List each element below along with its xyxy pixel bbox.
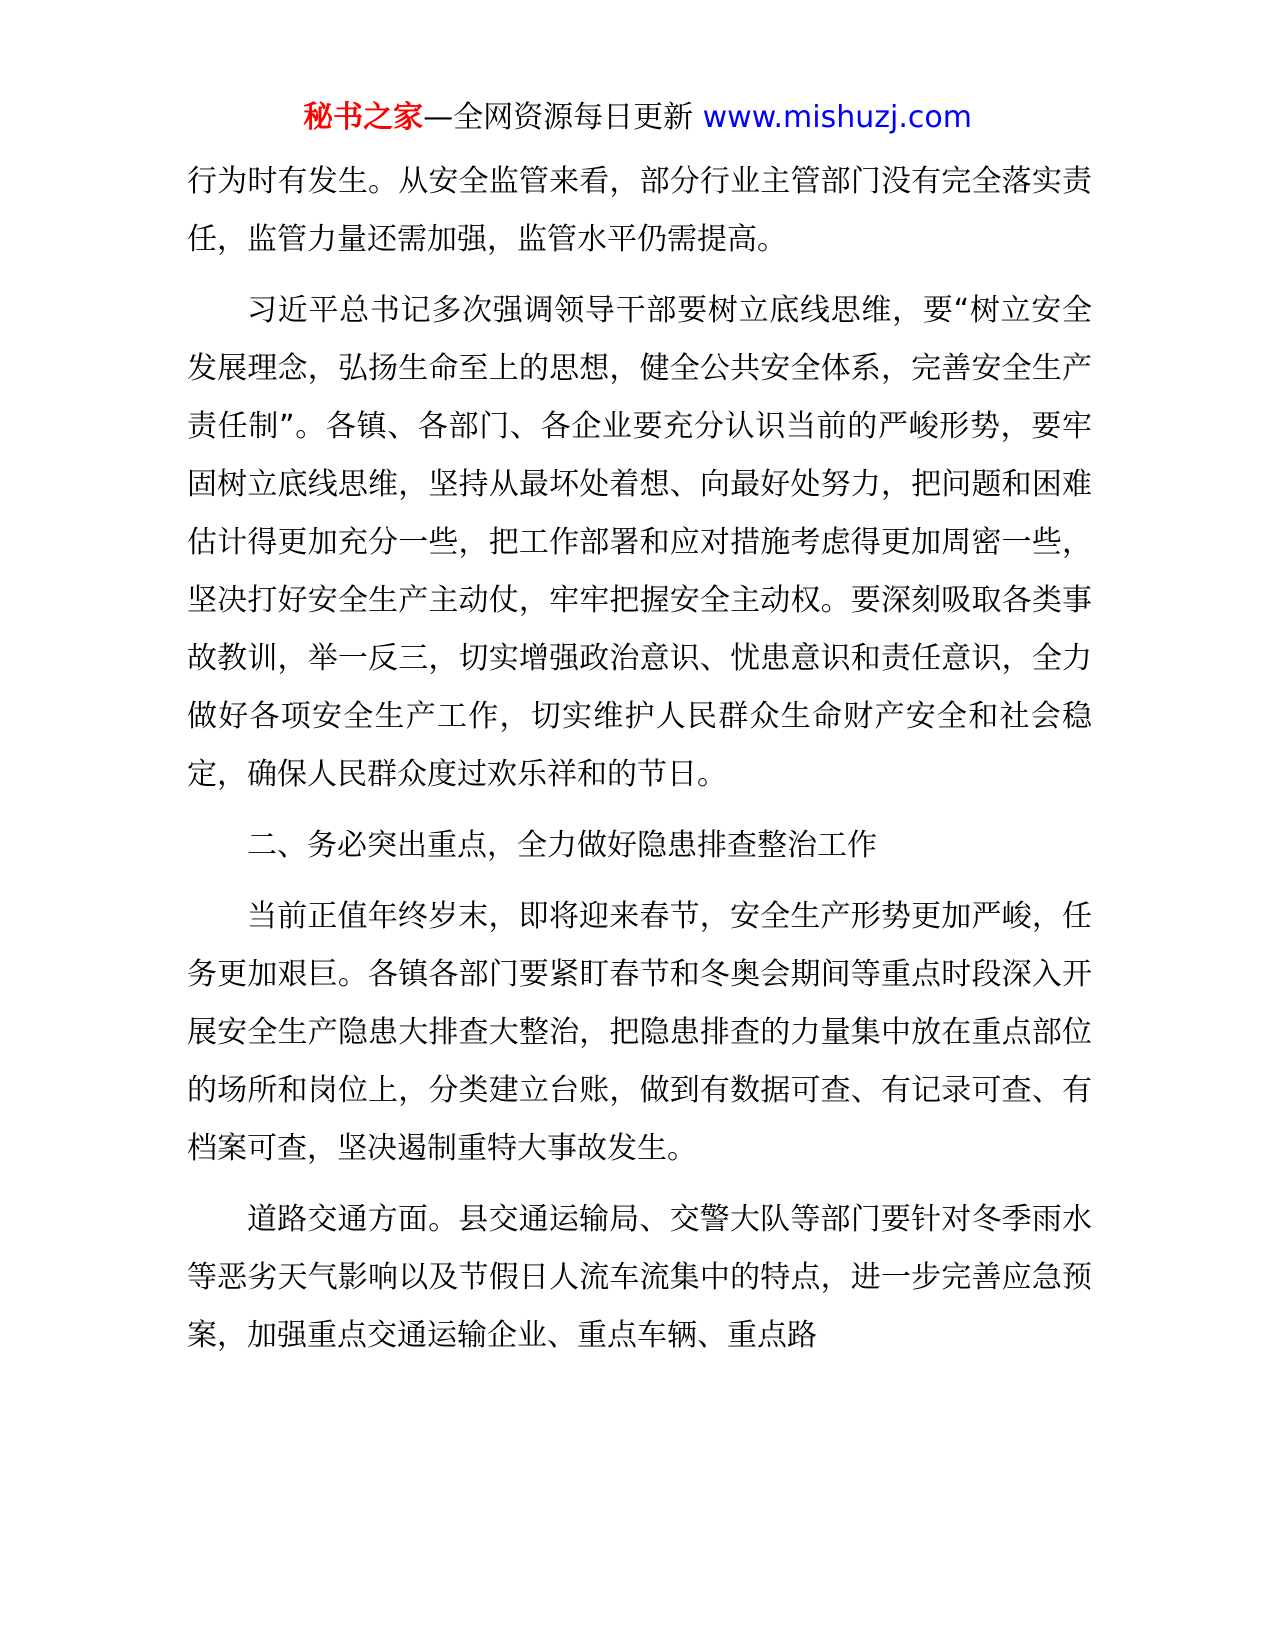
paragraph-road-traffic: 道路交通方面。县交通运输局、交警大队等部门要针对冬季雨水等恶劣天气影响以及节假日人流车流集中的特点，进一步完善应急预案，加强重点交通运输企业、重点车辆、重点路 [187, 1202, 1092, 1353]
site-header [0, 98, 1275, 138]
section-heading: 二、务必突出重点，全力做好隐患排查整治工作 [247, 828, 877, 863]
paragraph-continuation: 行为时有发生。从安全监管来看，部分行业主管部门没有完全落实责任，监管力量还需加强，监管水平仍需提高。 [187, 164, 1092, 257]
document-body [187, 153, 1092, 1365]
paragraph-bottom-line-thinking: 习近平总书记多次强调领导干部要树立底线思维，要“树立安全发展理念，弘扬生命至上的思想，健全公共安全体系，完善安全生产责任制”。各镇、各部门、各企业要充分认识当前的严峻形势，要牢固树立底线思维，坚持从最坏处着想、向最好处努力，把问题和困难估计得更加充分一些，把工作部署和应对措施考虑得更加周密一些，坚决打好安全生产主动仗，牢牢把握安全主动权。要深刻吸取各类事故教训，举一反三，切实增强政治意识、忧患意识和责任意识，全力做好各项安全生产工作，切实维护人民群众生命财产安全和社会稳定，确保人民群众度过欢乐祥和的节日。 [187, 293, 1092, 792]
paragraph-hazard-inspection: 当前正值年终岁末，即将迎来春节，安全生产形势更加严峻，任务更加艰巨。各镇各部门要紧盯春节和冬奥会期间等重点时段深入开展安全生产隐患大排查大整治，把隐患排查的力量集中放在重点部位的场所和岗位上，分类建立台账，做到有数据可查、有记录可查、有档案可查，坚决遏制重特大事故发生。 [187, 899, 1092, 1166]
header-tagline: —全网资源每日更新 [423, 100, 703, 135]
brand-name: 秘书之家 [303, 100, 424, 135]
site-url-link[interactable]: www.mishuzj.com [702, 100, 972, 135]
